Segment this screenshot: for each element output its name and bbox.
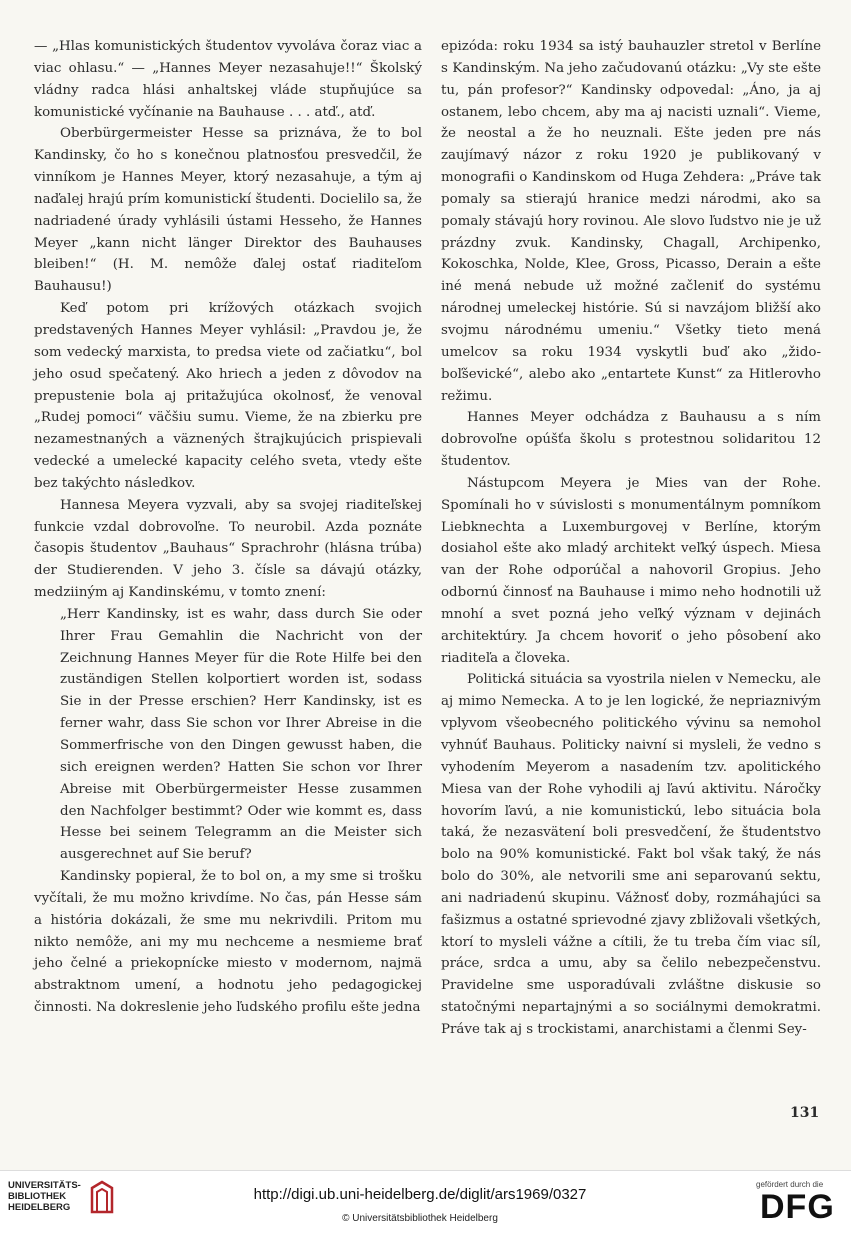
library-logo-icon [88,1178,116,1216]
library-name-line: UNIVERSITÄTS- [8,1180,81,1191]
dfg-logo[interactable]: DFG [760,1188,835,1226]
quoted-paragraph: „Herr Kandinsky, ist es wahr, dass durch Sie oder Ihrer Frau Gemahlin die Nachricht von der Zeichnung Hannes Meyer für die Rote Hilfe bei den zuständigen Stellen kolportiert worden ist, sodass Sie in der Presse erschien? Herr Kandinsky, ist es ferner wahr, dass Sie schon vor Ihrer Abreise in die Sommerfrische von den Dingen gewusst haben, die sich ereignen werden? Hatten Sie schon vor Ihrer Abreise mit Oberbürgermeister Hesse zusammen den Nachfolger bestimmt? Oder wie kommt es, dass Hesse bei seinem Telegramm an die Meister sich ausgerechnet auf Sie beruf? [60,606,422,863]
library-name-line: HEIDELBERG [8,1202,71,1213]
library-logo-text[interactable] [8,1180,81,1213]
paragraph: Nástupcom Meyera je Mies van der Rohe. Spomínali ho v súvislosti s monumentálnym pomníkom Liebknechta a Luxemburgovej v Berlíne, ktorým dosiahol ešte ako mladý architekt veľký úspech. Miesa van der Rohe odporúčal a nahovoril Gropius. Jeho odbornú činnosť na Bauhause i mimo neho hodnotili už mnohí a svet pozná jeho veľký význam v dejinách architektúry. Ja chcem hovoriť o jeho pôsobení ako riaditeľa a človeka. [441,475,821,666]
copyright-text: © Universitätsbibliothek Heidelberg [342,1213,498,1224]
paragraph: Politická situácia sa vyostrila nielen v Nemecku, ale aj mimo Nemecka. A to je len logické, že nepriaznivým vplyvom všeobecného politického vývinu sa nemohol vyhnúť Bauhaus. Politicky naivní si mysleli, že vedno s vyhodením Meyerom a nasadením tzv. apolitického Miesa van der Rohe vyhodili aj ľavú aktivitu. Náročky hovorím ľavú, a nie komunistickú, lebo situácia bola taká, že nezasvätení boli presvedčení, že študentstvo bolo na 90% komunistické. Fakt bol však taký, že nás bolo do 30%, ale netvorili sme ani separovanú sektu, ani nadriadenú skupinu. Vážnosť doby, rozmáhajúci sa fašizmus a ostatné sprievodné zjavy zbližovali všetkých, ktorí to mysleli vážne a cítili, že tu treba čím viac síl, práce, srdca a umu, aby sa čelilo nebezpečenstvu. Pravidelne sme usporadúvali zvláštne diskusie so statočnými nepartajnými a so sociálnymi demokratmi. Práve tak aj s trockistami, anarchistami a členmi Sey- [441,672,821,1037]
paragraph: — „Hlas komunistických študentov vyvoláva čoraz viac a viac ohlasu.“ — „Hannes Meyer nezasahuje!!“ Školský vládny radca hlási anhaltskej vláde stupňujúce sa komunistické vyčínanie na Bauhause . . . atď., atď. [34,39,422,120]
permalink-url[interactable]: http://digi.ub.uni-heidelberg.de/diglit/ars1969/0327 [253,1186,587,1203]
library-name-line: BIBLIOTHEK [8,1191,67,1202]
right-column [441,36,821,1041]
page-number: 131 [790,1105,820,1121]
paragraph: epizóda: roku 1934 sa istý bauhauzler stretol v Berlíne s Kandinským. Na jeho začudovanú otázku: „Vy ste ešte tu, pán profesor?“ Kandinsky odpovedal: „Áno, ja aj ostanem, lebo chcem, aby ma aj nacisti uznali“. Vieme, že neostal a že ho neuznali. Ešte jeden pre nás zaujímavý názor z roku 1920 je publikovaný v monografii o Kandinskom od Huga Zehdera: „Práve tak pomaly sa stierajú hranice medzi národmi, ako sa pomaly stávajú hory rovinou. Ale slovo ľudstvo nie je už prázdny zvuk. Kandinsky, Chagall, Archipenko, Kokoschka, Nolde, Klee, Gross, Picasso, Derain a ešte iné mená nebude už možné začleniť do systému národnej umeleckej histórie. Sú si navzájom bližší ako svojmu národnému umeniu.“ Všetky tieto mená umelcov sa roku 1934 vyskytli buď ako „žido-boľševické“, alebo ako „entartete Kunst“ za Hitlerovho režimu. [441,39,821,404]
paragraph: Hannesa Meyera vyzvali, aby sa svojej riaditeľskej funkcie vzdal dobrovoľne. To neurobil. Azda poznáte časopis študentov „Bauhaus“ Sprachrohr (hlásna trúba) der Studierenden. V jeho 3. čísle sa dávajú otázky, medziiným aj Kandinskému, v tomto znení: [34,497,422,601]
left-column [34,36,422,1019]
funder-note: gefördert durch die [756,1180,824,1189]
paragraph: Kandinsky popieral, že to bol on, a my sme si trošku vyčítali, že mu možno krivdíme. No čas, pán Hesse sám a história dokázali, že sme mu nekrivdili. Pritom mu nikto nemôže, ani my mu nechceme a nesmieme brať jeho čelné a priekopnícke miesto v modernom, najmä abstraktnom umení, a hodnotu jeho pedagogickej činnosti. Na dokreslenie jeho ľudského profilu ešte jedna [34,869,422,1016]
paragraph: Oberbürgermeister Hesse sa priznáva, že to bol Kandinsky, čo ho s konečnou platnosťou presvedčil, že vinníkom je Hannes Meyer, ktorý nezasahuje, a tým aj naďalej hrajú prím komunistickí študenti. Docielilo sa, že nadriadené úrady vyhlásili ústami Hesseho, že Hannes Meyer „kann nicht länger Direktor des Bauhauses bleiben!“ (H. M. nemôže ďalej ostať riaditeľom Bauhausu!) [34,126,422,295]
paragraph: Keď potom pri krížových otázkach svojich predstavených Hannes Meyer vyhlásil: „Pravdou je, že som vedecký marxista, to predsa viete od začiatku“, bol jeho osud spečatený. Ako hriech a jeden z dôvodov na prepustenie bola aj pritažujúca okolnosť, že venoval „Rudej pomoci“ väčšiu sumu. Vieme, že na zbierku pre nezamestnaných a väznených štrajkujúcich prispievali vedecké a umelecké kapacity celého sveta, vtedy ešte bez takýchto následkov. [34,301,422,491]
paragraph: Hannes Meyer odchádza z Bauhausu a s ním dobrovoľne opúšťa školu s protestnou solidaritou 12 študentov. [441,410,821,470]
